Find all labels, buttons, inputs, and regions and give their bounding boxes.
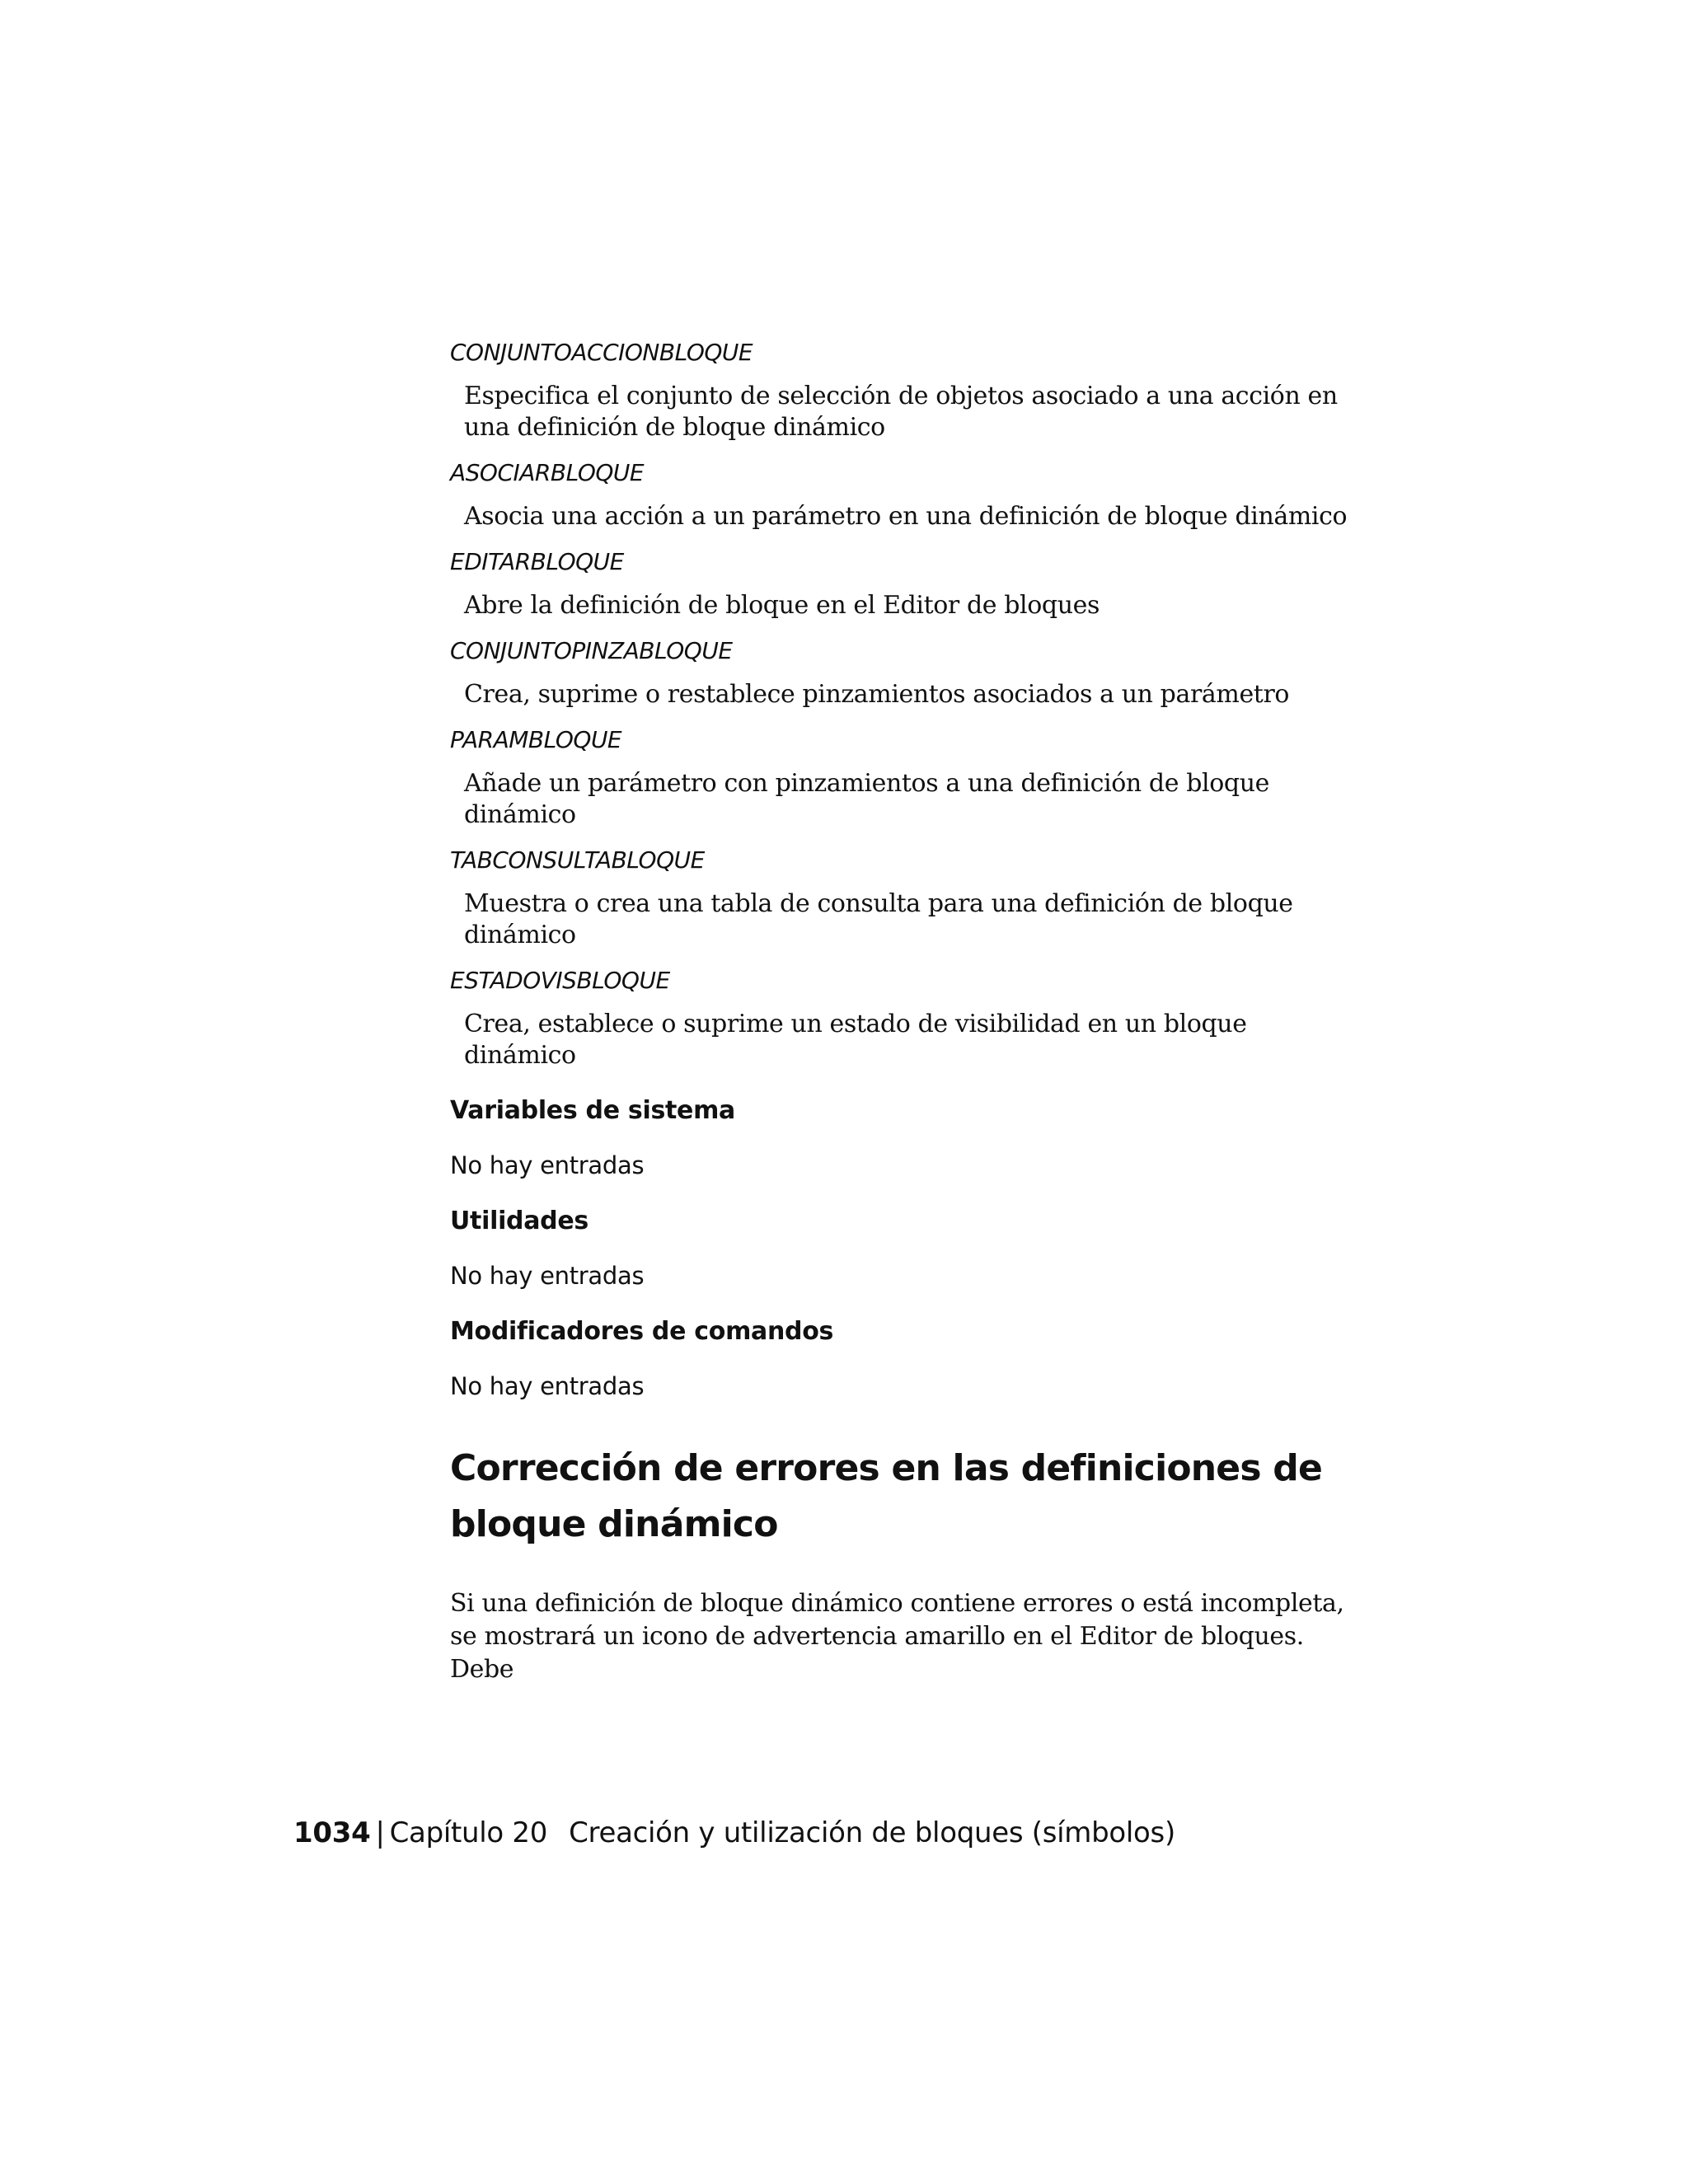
command-entry bbox=[450, 546, 1348, 621]
section-text: No hay entradas bbox=[450, 1151, 645, 1179]
command-entry bbox=[450, 964, 1348, 1071]
command-name: CONJUNTOPINZABLOQUE bbox=[450, 637, 733, 664]
section-heading-utilities: Utilidades bbox=[450, 1207, 588, 1235]
command-entry bbox=[450, 336, 1348, 443]
command-name: ASOCIARBLOQUE bbox=[450, 459, 645, 486]
command-description: Crea, establece o suprime un estado de visibilidad en un bloque dinámico bbox=[464, 1010, 1247, 1070]
command-name: TABCONSULTABLOQUE bbox=[450, 846, 705, 874]
command-entry bbox=[450, 844, 1348, 951]
command-description: Muestra o crea una tabla de consulta para una definición de bloque dinámico bbox=[464, 889, 1293, 949]
body-paragraph: Si una definición de bloque dinámico contiene errores o está incompleta, se mostrará un icono de advertencia amarillo en el Editor de bloques. Debe bbox=[450, 1589, 1344, 1684]
command-entry bbox=[450, 635, 1348, 710]
command-name: PARAMBLOQUE bbox=[450, 726, 622, 753]
page-content bbox=[450, 336, 1348, 1686]
chapter-title: Creación y utilización de bloques (símbolos) bbox=[569, 1816, 1175, 1849]
page-number: 1034 bbox=[293, 1816, 371, 1849]
command-description: Abre la definición de bloque en el Editor de bloques bbox=[464, 591, 1100, 620]
main-heading: Corrección de errores en las definiciones de bloque dinámico bbox=[450, 1447, 1322, 1545]
page-footer bbox=[293, 1813, 1175, 1853]
command-description: Asocia una acción a un parámetro en una definición de bloque dinámico bbox=[464, 502, 1348, 531]
command-description: Especifica el conjunto de selección de objetos asociado a una acción en una definición de bloque dinámico bbox=[464, 382, 1338, 442]
command-entry bbox=[450, 457, 1348, 532]
section-heading-command-modifiers: Modificadores de comandos bbox=[450, 1317, 834, 1346]
command-name: CONJUNTOACCIONBLOQUE bbox=[450, 339, 753, 366]
command-description: Añade un parámetro con pinzamientos a una definición de bloque dinámico bbox=[464, 769, 1269, 829]
section-heading-system-variables: Variables de sistema bbox=[450, 1096, 736, 1125]
command-name: EDITARBLOQUE bbox=[450, 548, 624, 575]
command-name: ESTADOVISBLOQUE bbox=[450, 967, 670, 994]
section-text: No hay entradas bbox=[450, 1372, 645, 1400]
chapter-label: Capítulo 20 bbox=[389, 1816, 548, 1849]
command-entry bbox=[450, 724, 1348, 831]
command-description: Crea, suprime o restablece pinzamientos asociados a un parámetro bbox=[464, 680, 1290, 709]
section-text: No hay entradas bbox=[450, 1262, 645, 1290]
footer-separator: | bbox=[375, 1816, 385, 1849]
